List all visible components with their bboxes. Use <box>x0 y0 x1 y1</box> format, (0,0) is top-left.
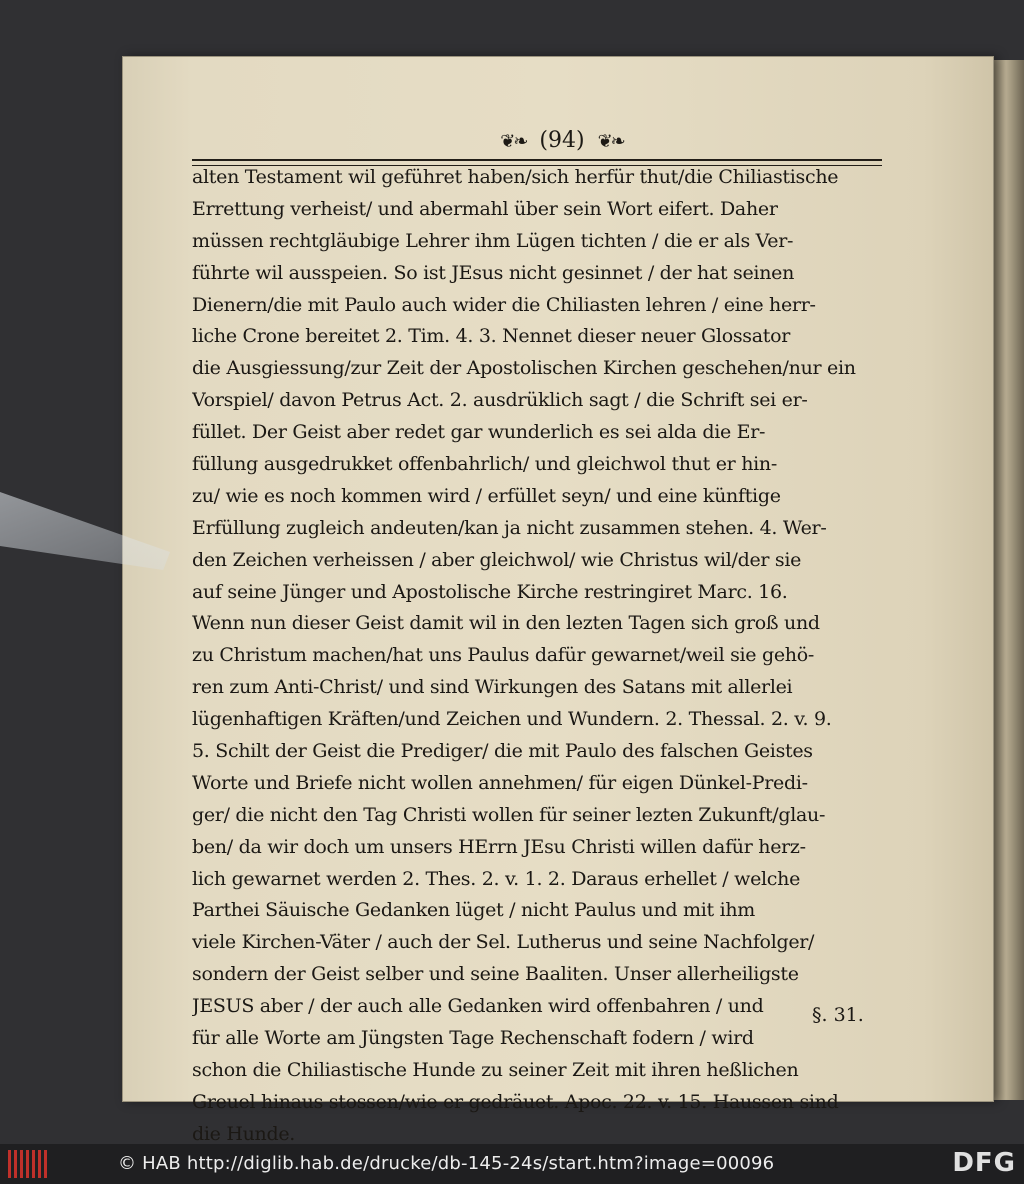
text-line: Dienern/die mit Paulo auch wider die Chiliasten lehren / eine herr- <box>192 293 816 316</box>
text-line: Worte und Briefe nicht wollen annehmen/ für eigen Dünkel-Predi- <box>192 771 808 794</box>
text-line: ren zum Anti-Christ/ und sind Wirkungen des Satans mit allerlei <box>192 676 793 699</box>
text-line: Erfüllung zugleich andeuten/kan ja nicht zusammen stehen. 4. Wer- <box>192 516 827 539</box>
text-line: Errettung verheist/ und abermahl über sein Wort eifert. Daher <box>192 197 778 220</box>
page-number: (94) <box>539 128 585 153</box>
text-line: liche Crone bereitet 2. Tim. 4. 3. Nennet dieser neuer Glossator <box>192 325 791 348</box>
text-line: lich gewarnet werden 2. Thes. 2. v. 1. 2. Daraus erhellet / welche <box>192 867 801 890</box>
text-line: zu Christum machen/hat uns Paulus dafür gewarnet/weil sie gehö- <box>192 644 814 667</box>
text-line: den Zeichen verheissen / aber gleichwol/ wie Christus wil/der sie <box>192 548 802 571</box>
text-line: die Ausgiessung/zur Zeit der Apostolischen Kirchen geschehen/nur ein <box>192 357 856 380</box>
ornament-right-icon: ❦❧ <box>597 131 624 152</box>
text-line: müssen rechtgläubige Lehrer ihm Lügen tichten / die er als Ver- <box>192 229 794 252</box>
text-line: viele Kirchen-Väter / auch der Sel. Lutherus und seine Nachfolger/ <box>192 931 815 954</box>
text-line: zu/ wie es noch kommen wird / erfüllet seyn/ und eine künftige <box>192 484 781 507</box>
text-line: füllet. Der Geist aber redet gar wunderlich es sei alda die Er- <box>192 421 766 444</box>
body-text <box>192 162 892 1144</box>
text-line: Greuel hinaus stossen/wie er gedräuet. Apoc. 22. v. 15. Haussen sind <box>192 1090 839 1113</box>
copyright-link[interactable]: © HAB http://diglib.hab.de/drucke/db-145-24s/start.htm?image=00096 <box>118 1153 775 1174</box>
text-line: Vorspiel/ davon Petrus Act. 2. ausdrüklich sagt / die Schrift sei er- <box>192 389 808 412</box>
text-line: ben/ da wir doch um unsers HErrn JEsu Christi willen dafür herz- <box>192 835 806 858</box>
text-line: für alle Worte am Jüngsten Tage Rechenschaft fodern / wird <box>192 1027 754 1050</box>
hab-logo-icon <box>8 1150 48 1178</box>
text-line: 5. Schilt der Geist die Prediger/ die mit Paulo des falschen Geistes <box>192 740 813 763</box>
book-page <box>122 56 994 1144</box>
text-line: lügenhaftigen Kräften/und Zeichen und Wundern. 2. Thessal. 2. v. 9. <box>192 708 832 731</box>
text-line: füllung ausgedrukket offenbahrlich/ und gleichwol thut er hin- <box>192 453 777 476</box>
text-line: JESUS aber / der auch alle Gedanken wird offenbahren / und <box>192 995 764 1018</box>
footer-bar <box>0 1144 1024 1184</box>
text-line: ger/ die nicht den Tag Christi wollen für seiner lezten Zukunft/glau- <box>192 803 826 826</box>
text-line: auf seine Jünger und Apostolische Kirche restringiret Marc. 16. <box>192 580 788 603</box>
text-line: alten Testament wil geführet haben/sich herfür thut/die Chiliastische <box>192 166 839 188</box>
dfg-logo: DFG <box>952 1148 1016 1178</box>
signature-mark: §. 31. <box>812 1004 864 1026</box>
text-line: schon die Chiliastische Hunde zu seiner Zeit mit ihren heßlichen <box>192 1058 799 1081</box>
text-line: sondern der Geist selber und seine Baaliten. Unser allerheiligste <box>192 963 799 986</box>
text-line: Parthei Säuische Gedanken lüget / nicht Paulus und mit ihm <box>192 899 756 922</box>
ornament-left-icon: ❦❧ <box>500 131 527 152</box>
text-line: die Hunde. <box>192 1122 296 1144</box>
text-line: Wenn nun dieser Geist damit wil in den lezten Tagen sich groß und <box>192 612 820 635</box>
page-edge <box>994 60 1024 1100</box>
text-line: führte wil ausspeien. So ist JEsus nicht gesinnet / der hat seinen <box>192 261 795 284</box>
page-header <box>422 128 702 158</box>
